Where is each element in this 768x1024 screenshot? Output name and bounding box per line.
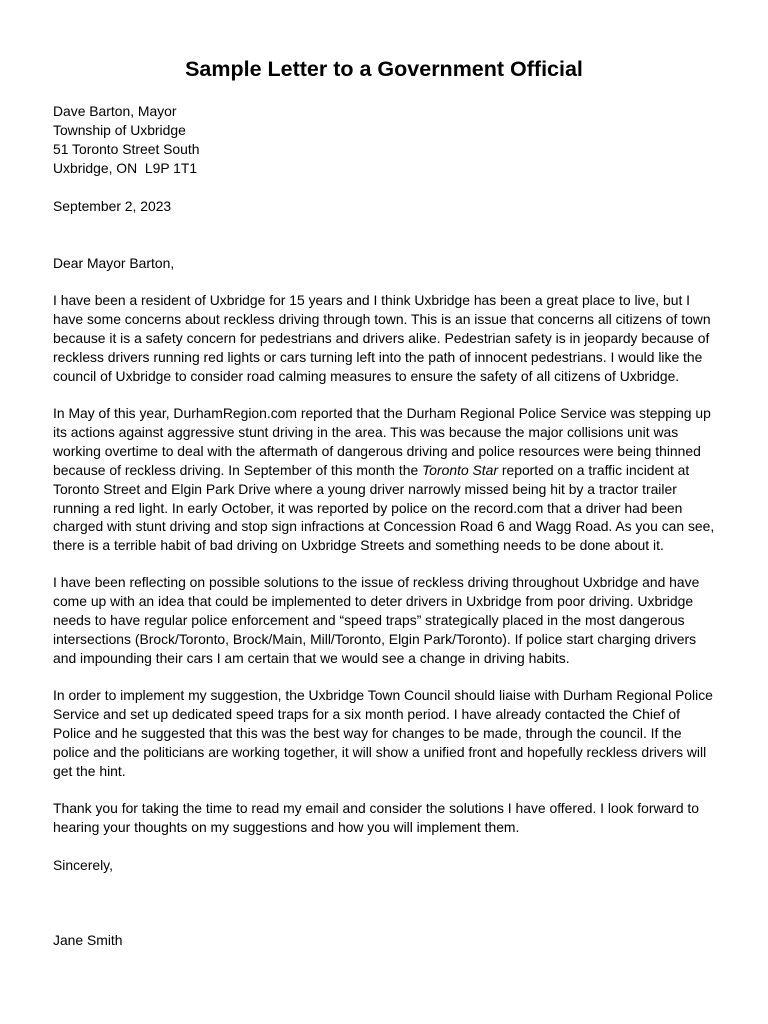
salutation: Dear Mayor Barton, — [53, 255, 175, 271]
body-paragraph-2 — [53, 404, 715, 555]
recipient-address — [53, 102, 715, 178]
body-paragraph-5: Thank you for taking the time to read my email and consider the solutions I have offered. I look forward to hearing your thoughts on my suggestions and how you will implement them. — [53, 800, 700, 835]
signature-name: Jane Smith — [53, 932, 123, 948]
page-title: Sample Letter to a Government Official — [185, 57, 583, 81]
body-paragraph-4: In order to implement my suggestion, the Uxbridge Town Council should liaise with Durham Regional Police Service and set up dedicated speed traps for a six month period. I have already contacted the Chief of Police and he suggested that this was the best way for changes to be made, through the council. If the police and the politicians are working together, it will show a unified front and hopefully reckless drivers will get the hint. — [53, 687, 713, 779]
letter-date: September 2, 2023 — [53, 198, 172, 214]
paragraph-2-part-2: reported on a traffic incident at Toronto Street and Elgin Park Drive where a young driver narrowly missed being hit by a tractor trailer running a red light. In early October, it was reported by police on the record.com that a driver had been charged with stunt driving and stop sign infractions at Concession Road 6 and Wagg Road. As you can see, there is a terrible habit of bad driving on Uxbridge Streets and something needs to be done about it. — [53, 461, 715, 554]
body-paragraph-1: I have been a resident of Uxbridge for 15 years and I think Uxbridge has been a great place to live, but I have some concerns about reckless driving through town. This is an issue that concerns all citizens of town because it is a safety concern for pedestrians and drivers alike. Pedestrian safety is in jeopardy because of reckless drivers running red lights or cars turning left into the path of innocent pedestrians. I would like the council of Uxbridge to consider road calming measures to ensure the safety of all citizens of Uxbridge. — [53, 292, 711, 384]
recipient-city: Uxbridge, ON L9P 1T1 — [53, 159, 198, 176]
recipient-name: Dave Barton, Mayor — [53, 103, 177, 119]
body-paragraph-3: I have been reflecting on possible solutions to the issue of reckless driving throughout Uxbridge and have come up with an idea that could be implemented to deter drivers in Uxbridge from poor driving. Uxbridge needs to have regular police enforcement and “speed traps” strategically placed in the most dangerous intersections (Brock/Toronto, Brock/Main, Mill/Toronto, Elgin Park/Toronto). If police start charging drivers and impounding their cars I am certain that we would see a change in driving habits. — [53, 574, 700, 666]
closing: Sincerely, — [53, 857, 113, 873]
recipient-street: 51 Toronto Street South — [53, 140, 200, 157]
paragraph-2-part-1: In May of this year, DurhamRegion.com reported that the Durham Regional Police Service was stepping up its actions against aggressive stunt driving in the area. This was because the major collisions unit was working overtime to deal with the aftermath of dangerous driving and police resources were being thinned because of reckless driving. In September of this month the — [53, 405, 711, 478]
recipient-organization: Township of Uxbridge — [53, 121, 186, 138]
publication-name: Toronto Star — [422, 461, 499, 478]
